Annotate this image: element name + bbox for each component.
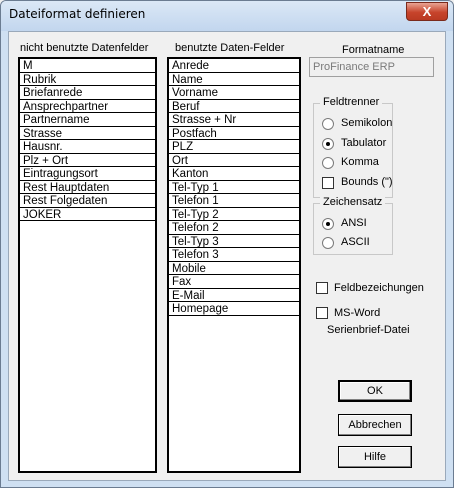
list-item[interactable]: Name [169,73,299,87]
list-item[interactable]: Fax [169,275,299,289]
list-item[interactable]: Tel-Typ 3 [169,235,299,249]
list-item[interactable]: Vorname [169,86,299,100]
list-item[interactable]: Plz + Ort [20,154,155,168]
list-item[interactable]: Telefon 3 [169,248,299,262]
list-item[interactable]: Ansprechpartner [20,100,155,114]
list-item[interactable]: Telefon 2 [169,221,299,235]
list-item[interactable]: Tel-Typ 1 [169,181,299,195]
list-item[interactable]: Rest Folgedaten [20,194,155,208]
used-fields-listbox[interactable] [167,57,301,473]
hilfe-button[interactable]: Hilfe [338,446,412,468]
msword-label: MS-Word [334,307,381,319]
list-item[interactable]: Telefon 1 [169,194,299,208]
list-item[interactable]: Briefanrede [20,86,155,100]
ascii-label: ASCII [341,236,370,248]
bounds-label: Bounds (") [341,176,393,188]
ascii-radio[interactable] [322,237,334,249]
list-item[interactable]: JOKER [20,208,155,222]
feldbezeichnungen-label: Feldbezeichungen [334,282,424,294]
list-item[interactable]: E-Mail [169,289,299,303]
list-item[interactable]: Homepage [169,302,299,316]
list-item[interactable]: Anrede [169,59,299,73]
komma-label: Komma [341,156,379,168]
bounds-checkbox[interactable] [322,177,334,189]
tabulator-radio[interactable] [322,138,334,150]
unused-fields-listbox[interactable] [18,57,157,473]
feldbezeichnungen-checkbox[interactable] [316,282,328,294]
list-item[interactable]: Strasse + Nr [169,113,299,127]
list-item[interactable]: PLZ [169,140,299,154]
list-item[interactable]: Eintragungsort [20,167,155,181]
list-item[interactable]: Ort [169,154,299,168]
list-item[interactable]: M [20,59,155,73]
msword-checkbox[interactable] [316,307,328,319]
list-item[interactable]: Mobile [169,262,299,276]
dialog-client-area [8,31,446,481]
list-item[interactable]: Hausnr. [20,140,155,154]
ansi-label: ANSI [341,217,367,229]
komma-radio[interactable] [322,157,334,169]
formatname-label: Formatname [342,44,405,56]
list-item[interactable]: Partnername [20,113,155,127]
list-item[interactable]: Tel-Typ 2 [169,208,299,222]
list-item[interactable]: Rubrik [20,73,155,87]
unused-fields-header: nicht benutzte Datenfelder [20,42,149,54]
feldtrenner-title: Feldtrenner [320,96,382,108]
close-button[interactable] [406,2,448,21]
msword-sublabel: Serienbrief-Datei [327,324,410,336]
ok-button[interactable]: OK [338,380,412,402]
list-item[interactable]: Postfach [169,127,299,141]
list-item[interactable]: Rest Hauptdaten [20,181,155,195]
used-fields-header: benutzte Daten-Felder [175,42,285,54]
zeichensatz-title: Zeichensatz [320,196,385,208]
title-bar[interactable] [1,1,453,31]
semikolon-radio[interactable] [322,118,334,130]
window-title: Dateiformat definieren [9,7,146,21]
semikolon-label: Semikolon [341,117,393,129]
list-item[interactable]: Kanton [169,167,299,181]
list-item[interactable]: Beruf [169,100,299,114]
ansi-radio[interactable] [322,218,334,230]
list-item[interactable]: Strasse [20,127,155,141]
formatname-field[interactable]: ProFinance ERP [309,57,434,77]
tabulator-label: Tabulator [341,137,387,149]
abbrechen-button[interactable]: Abbrechen [338,414,412,436]
close-icon: X [422,4,432,19]
